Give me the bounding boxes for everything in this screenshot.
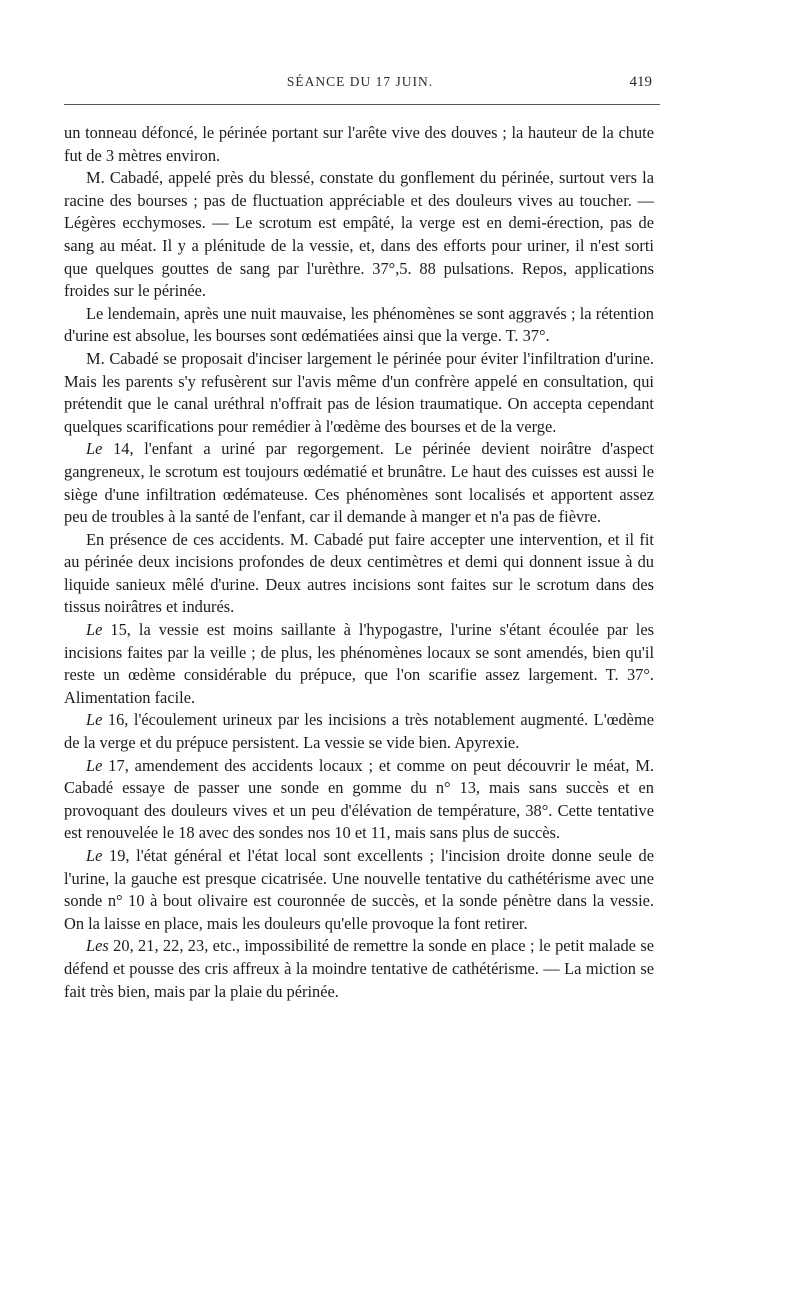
paragraph — [64, 845, 654, 935]
running-head — [64, 74, 656, 100]
paragraph-lead: Le — [86, 620, 103, 640]
body-text — [64, 122, 654, 1003]
paragraph-text: 15, la vessie est moins saillante à l'hypogastre, l'urine s'étant écoulée par les incisions faites par la veille ; de plus, les phénomènes locaux se sont amendés, bien qu'il reste un œdème considérable du prépuce, que l'on scarifie assez largement. T. 37°. Alimentation facile. — [64, 620, 654, 707]
paragraph — [64, 619, 654, 709]
paragraph — [64, 348, 654, 438]
paragraph-text: Le lendemain, après une nuit mauvaise, les phénomènes se sont aggravés ; la rétention d'urine est absolue, les bourses sont œdématiées ainsi que la verge. T. 37°. — [64, 303, 654, 346]
paragraph — [64, 529, 654, 619]
running-title: SÉANCE DU 17 JUIN. — [286, 74, 434, 89]
paragraph-text: M. Cabadé, appelé près du blessé, constate du gonflement du périnée, surtout vers la racine des bourses ; pas de fluctuation appréciable et des douleurs vives au toucher. — Légères ecchymoses. — Le scrotum est empâté, la verge est en demi-érection, pas de sang au méat. Il y a plénitude de la vessie, et, dans des efforts pour uriner, il n'est sorti que quelques gouttes de sang par l'urèthre. 37°,5. 88 pulsations. Repos, applications froides sur le périnée. — [64, 168, 654, 301]
page-number: 419 — [629, 74, 652, 90]
paragraph — [64, 438, 654, 528]
paragraph-text: En présence de ces accidents. M. Cabadé put faire accepter une intervention, et il fit au périnée deux incisions profondes de deux centimètres et demi qui donnent issue à du liquide sanieux mêlé d'urine. Deux autres incisions sont faites sur le scrotum dans des tissus noirâtres et indurés. — [64, 529, 654, 617]
paragraph — [64, 755, 654, 845]
paragraph-text: un tonneau défoncé, le périnée portant sur l'arête vive des douves ; la hauteur de la chute fut de 3 mètres environ. — [64, 123, 654, 165]
paragraph — [64, 303, 654, 348]
paragraph-lead: Le — [86, 439, 103, 459]
header-rule — [64, 104, 660, 105]
paragraph-text: M. Cabadé se proposait d'inciser largement le périnée pour éviter l'infiltration d'urine. Mais les parents s'y refusèrent sur l'avis même d'un confrère appelé en consultation, qui prétendit que le canal uréthral n'offrait pas de lésion traumatique. On accepta cependant quelques scarifications pour remédier à l'œdème des bourses et de la verge. — [64, 348, 654, 436]
paragraph-text: 17, amendement des accidents locaux ; et comme on peut découvrir le méat, M. Cabadé essaye de passer une sonde en gomme du n° 13, mais sans succès et en provoquant des douleurs vives et un peu d'élévation de température, 38°. Cette tentative est renouvelée le 18 avec des sondes nos 10 et 11, mais sans plus de succès. — [64, 755, 654, 843]
paragraph — [64, 709, 654, 754]
paragraph-text: 19, l'état général et l'état local sont excellents ; l'incision droite donne seule de l'urine, la gauche est presque cicatrisée. Une nouvelle tentative du cathétérisme avec une sonde n° 10 à bout olivaire est couronnée de succès, et la sonde pénètre dans la vessie. On la laisse en place, mais les douleurs qu'elle provoque la font retirer. — [64, 846, 654, 933]
paragraph-text: 20, 21, 22, 23, etc., impossibilité de remettre la sonde en place ; le petit malade se défend et pousse des cris affreux à la moindre tentative de cathétérisme. — La miction se fait très bien, mais par la plaie du périnée. — [64, 936, 654, 1001]
paragraph-text: 16, l'écoulement urineux par les incisions a très notablement augmenté. L'œdème de la verge et du prépuce persistent. La vessie se vide bien. Apyrexie. — [64, 710, 654, 753]
paragraph — [64, 167, 654, 303]
paragraph-text: 14, l'enfant a uriné par regorgement. Le périnée devient noirâtre d'aspect gangreneux, le scrotum est toujours œdématié et brunâtre. Le haut des cuisses est aussi le siège d'une infiltration œdémateuse. Ces phénomènes sont localisés et apportent assez peu de troubles à la santé de l'enfant, car il demande à manger et n'a pas de fièvre. — [64, 439, 654, 527]
paragraph-lead: Le — [86, 846, 103, 865]
paragraph-lead: Le — [86, 710, 103, 730]
paragraph-lead: Le — [86, 755, 103, 775]
paragraph-lead: Les — [86, 936, 109, 956]
paragraph — [64, 935, 654, 1003]
paragraph — [64, 122, 654, 167]
